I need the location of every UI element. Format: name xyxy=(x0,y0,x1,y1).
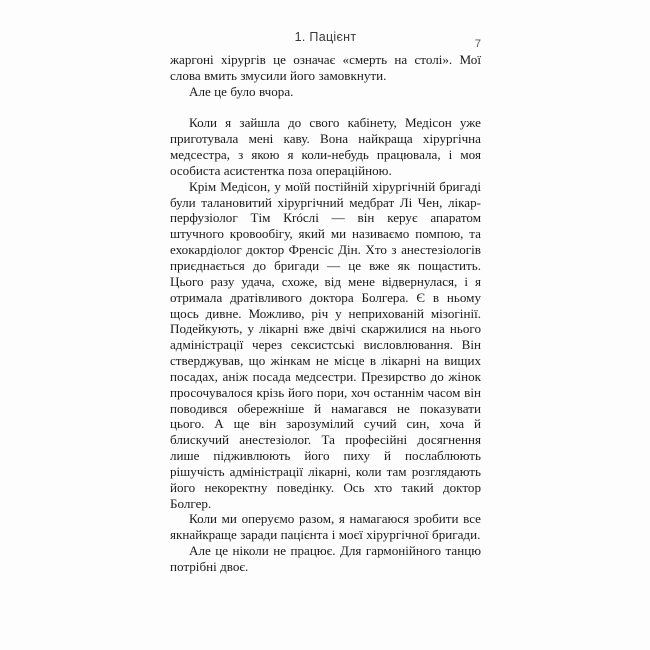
paragraph: Але це було вчора. xyxy=(189,83,294,99)
page-number: 7 xyxy=(474,38,481,50)
paragraph: Коли ми оперуємо разом, я намагаюся зробити все якнайкраще заради пацієнта і моєї хірургічної бригади. xyxy=(170,511,481,543)
body-text-block xyxy=(170,52,481,575)
paragraph: Коли я зайшла до свого кабінету, Медісон уже приготувала мені каву. Вона найкраща хірургічна медсестра, з якою я коли-небудь працювала, і моя особиста асистентка поза операційною. xyxy=(170,115,481,178)
running-header xyxy=(170,30,481,50)
paragraph: Але це ніколи не працює. Для гармонійного танцю потрібні двоє. xyxy=(170,543,481,574)
paragraph: жаргоні хірургів це означає «смерть на столі». Мої слова вмить змусили його замовкнути. xyxy=(170,52,481,83)
paragraph: Крім Медісон, у моїй постійній хірургічній бригаді були талановитий хірургічний медбрат Лі Чен, лікар-перфузіолог Тім Кróслі — він керує апаратом штучного кровообігу, який ми називаємо помпою, та ехокардіолог доктор Френсіс Дін. Хто з анестезіологів приєднається до бригади — це вже як пощастить. Цього разу удача, схоже, від мене відвернулася, і я отримала дратівливого доктора Болгера. Є в ньому щось дивне. Можливо, річ у неприхованій мізогінії. Подейкують, у лікарні вже двічі скаржилися на нього адміністрації через сексистські висловлювання. Він стверджував, що жінкам не місце в лікарні на вищих посадах, аніж посада медсестри. Презирство до жінок просочувалося крізь його пори, хоч останнім часом він поводився обережніше й намагався не показувати цього. А ще він зарозумілий сучий син, хоча й блискучий анестезіолог. Та професійні досягнення лише підживлюють його пиху й послаблюють рішучість адміністрації лікарні, коли там розглядають його некоректну поведінку. Ось хто такий доктор Болгер. xyxy=(170,178,481,511)
chapter-title: 1. Пацієнт xyxy=(294,30,357,44)
